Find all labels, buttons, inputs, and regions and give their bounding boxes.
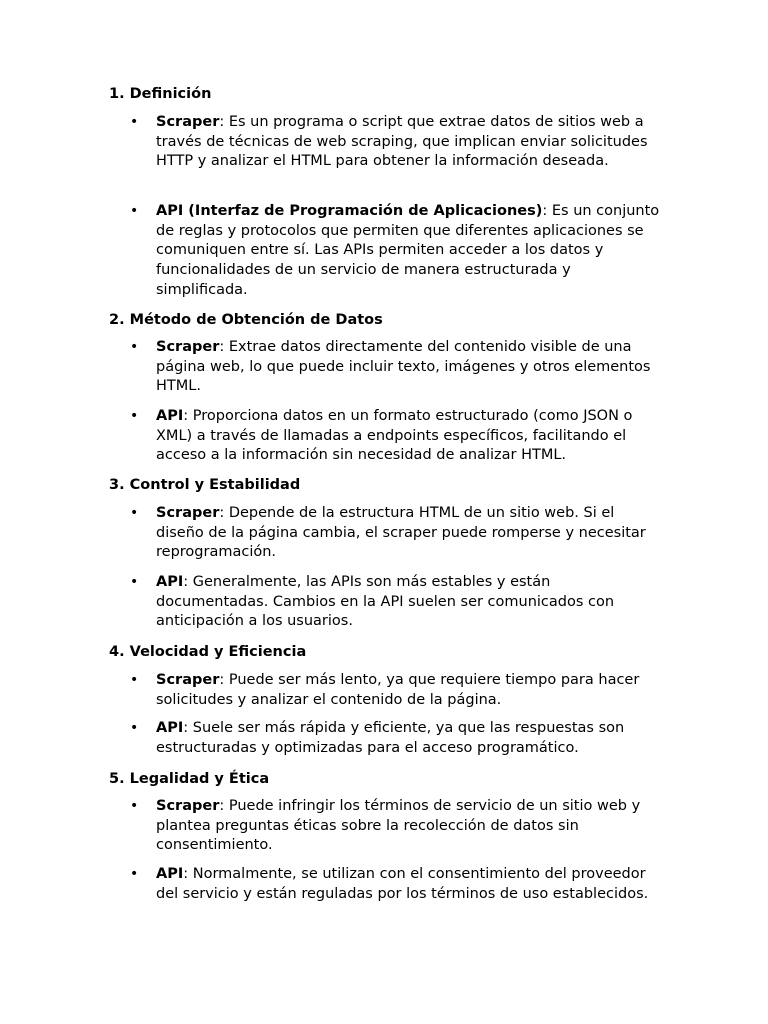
section-heading: 4. Velocidad y Eficiencia	[109, 644, 307, 660]
bullet-icon: •	[130, 798, 139, 814]
bullet-icon: •	[130, 339, 139, 355]
item-term: API	[156, 408, 184, 424]
item-text: : Depende de la estructura HTML de un sitio web. Si el diseño de la página cambia, el scraper puede romperse y necesitar reprogramación.	[156, 505, 646, 561]
list-item-api	[130, 407, 661, 466]
section-definicion	[109, 84, 669, 104]
list-item-scraper	[130, 671, 661, 710]
item-term: Scraper	[156, 114, 220, 130]
bullet-icon: •	[130, 574, 139, 590]
bullet-icon: •	[130, 720, 139, 736]
item-text: : Es un programa o script que extrae datos de sitios web a través de técnicas de web scraping, que implican enviar solicitudes HTTP y analizar el HTML para obtener la información deseada.	[156, 114, 648, 170]
list-item-api	[130, 865, 661, 904]
section-heading: 3. Control y Estabilidad	[109, 477, 301, 493]
item-term: Scraper	[156, 339, 220, 355]
item-text: : Suele ser más rápida y eficiente, ya que las respuestas son estructuradas y optimizadas para el acceso programático.	[156, 720, 625, 756]
bullet-icon: •	[130, 505, 139, 521]
item-text: : Generalmente, las APIs son más estables y están documentadas. Cambios en la API suelen ser comunicados con anticipación a los usuarios.	[156, 574, 615, 630]
section-heading: 2. Método de Obtención de Datos	[109, 312, 383, 328]
list-item-api	[130, 573, 661, 632]
bullet-icon: •	[130, 203, 139, 219]
section-heading: 5. Legalidad y Ética	[109, 771, 270, 787]
bullet-icon: •	[130, 114, 139, 130]
bullet-icon: •	[130, 866, 139, 882]
item-text: : Extrae datos directamente del contenido visible de una página web, lo que puede incluir texto, imágenes y otros elementos HTML.	[156, 339, 651, 395]
list-item-api	[130, 719, 661, 758]
list-item-scraper	[130, 338, 661, 397]
section-control	[109, 475, 669, 495]
item-term: Scraper	[156, 505, 220, 521]
item-term: Scraper	[156, 798, 220, 814]
section-velocidad	[109, 642, 669, 662]
item-text: : Es un conjunto de reglas y protocolos que permiten que diferentes aplicaciones se comuniquen entre sí. Las APIs permiten acceder a los datos y funcionalidades de un servicio de manera estructurada y simplificada.	[156, 203, 660, 298]
list-item-scraper	[130, 504, 661, 563]
section-heading: 1. Definición	[109, 86, 212, 102]
list-item-scraper	[130, 797, 661, 856]
item-term: API	[156, 574, 184, 590]
item-text: : Puede ser más lento, ya que requiere tiempo para hacer solicitudes y analizar el contenido de la página.	[156, 672, 640, 708]
section-metodo	[109, 310, 669, 330]
list-item-scraper	[130, 113, 661, 172]
section-legalidad	[109, 769, 669, 789]
bullet-icon: •	[130, 672, 139, 688]
list-item-api	[130, 202, 661, 301]
item-text: : Proporciona datos en un formato estructurado (como JSON o XML) a través de llamadas a endpoints específicos, facilitando el acceso a la información sin necesidad de analizar HTML.	[156, 408, 633, 464]
item-text: : Puede infringir los términos de servicio de un sitio web y plantea preguntas éticas sobre la recolección de datos sin consentimiento.	[156, 798, 641, 854]
bullet-icon: •	[130, 408, 139, 424]
item-text: : Normalmente, se utilizan con el consentimiento del proveedor del servicio y están reguladas por los términos de uso establecidos.	[156, 866, 649, 902]
item-term: Scraper	[156, 672, 220, 688]
item-term: API	[156, 720, 184, 736]
item-term: API (Interfaz de Programación de Aplicaciones)	[156, 203, 543, 219]
item-term: API	[156, 866, 184, 882]
